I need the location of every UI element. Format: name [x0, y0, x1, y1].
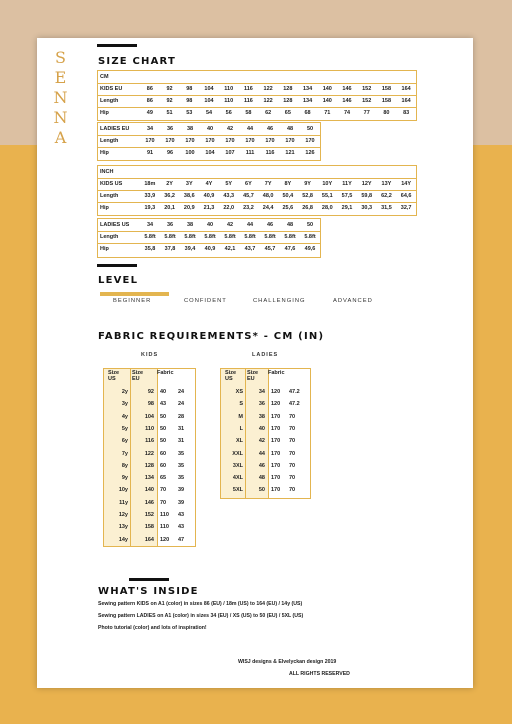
row-label: INCH	[100, 169, 114, 175]
fabric-in: 31	[178, 438, 185, 445]
table-cell: 42	[226, 222, 234, 228]
table-cell: 170	[285, 138, 295, 144]
level-options	[99, 298, 389, 310]
size-eu: 110	[145, 425, 154, 432]
size-eu: 40	[258, 425, 265, 432]
column-divider	[245, 369, 246, 498]
fabric-in: 70	[289, 413, 296, 420]
table-cell: 32,7	[400, 205, 412, 211]
table-cell: 104	[204, 86, 214, 92]
size-us: 11y	[119, 499, 128, 506]
table-cell: 122	[263, 98, 273, 104]
table-row	[98, 244, 320, 255]
table-cell: 59,8	[361, 193, 373, 199]
table-cell: 48	[286, 222, 294, 228]
fabric-cm: 170	[271, 413, 281, 420]
fabric-cm: 50	[160, 413, 167, 420]
table-cell: 5.8ft	[204, 234, 216, 240]
table-row	[98, 84, 416, 95]
size-chart-rule	[97, 44, 137, 47]
row-label: Hip	[100, 205, 109, 211]
table-cell: 5Y	[225, 181, 233, 187]
table-cell: 92	[166, 98, 173, 104]
fabric-cm: 40	[160, 389, 167, 395]
table-cell: 68	[304, 110, 311, 116]
table-cell: 6Y	[245, 181, 252, 187]
table-cell: 104	[205, 150, 215, 156]
fabric-cm: 50	[160, 425, 167, 432]
table-row	[98, 72, 416, 83]
table-cell: 10Y	[322, 181, 333, 187]
table-cell: 38	[186, 126, 194, 132]
table-cell: 5.8ft	[224, 234, 236, 240]
footer-credit: WISJ designs & Elvelyckan design 2019	[238, 659, 337, 665]
table-cell: 5.8ft	[164, 234, 176, 240]
table-cell: 44	[246, 126, 254, 132]
table-cell: 54	[205, 110, 213, 116]
table-cell: 35,8	[144, 246, 156, 252]
column-divider	[157, 369, 158, 546]
table-cell: 110	[224, 98, 234, 104]
table-cell: 22,0	[223, 205, 235, 211]
fabric-cm: 120	[160, 536, 170, 543]
size-us: 14y	[118, 536, 128, 543]
fabric-cm: 110	[160, 524, 169, 531]
fabric-in: 39	[178, 487, 185, 494]
fabric-kids-table	[103, 368, 196, 547]
table-cell: 33,9	[144, 193, 156, 199]
fabric-cm: 170	[271, 487, 281, 494]
table-cell: 36	[166, 126, 174, 132]
table-cell: 53	[186, 110, 193, 116]
table-cell: 170	[225, 138, 235, 144]
fabric-in: 70	[289, 425, 296, 432]
table-cell: 45,7	[243, 193, 254, 199]
table-cell: 36,2	[164, 193, 175, 199]
fabric-cm: 170	[271, 475, 281, 482]
fabric-in: 70	[289, 487, 296, 494]
table-cell: 38,6	[183, 193, 195, 199]
table-cell: 13Y	[381, 181, 392, 187]
table-cell: 64,6	[400, 193, 412, 199]
fabric-in: 35	[178, 450, 185, 457]
table-cell: 62	[265, 110, 272, 116]
table-cell: 170	[205, 138, 215, 144]
table-cell: 134	[302, 98, 313, 104]
table-cell: 48	[286, 126, 294, 132]
level-advanced: ADVANCED	[333, 298, 373, 304]
fabric-in: 47	[178, 536, 185, 543]
inside-line: Photo tutorial (color) and lots of inspiration!	[98, 625, 207, 631]
row-label: LADIES US	[100, 222, 130, 228]
size-us: 7y	[121, 450, 128, 457]
table-cell: 146	[342, 86, 352, 92]
row-label: CM	[100, 74, 109, 80]
table-cell: 12Y	[361, 181, 372, 187]
table-cell: 5.8ft	[244, 234, 256, 240]
table-cell: 4Y	[205, 181, 213, 187]
table-cell: 126	[305, 150, 315, 156]
table-cell: 134	[302, 86, 313, 92]
table-cell: 140	[322, 86, 332, 92]
table-cell: 104	[204, 98, 214, 104]
table-cell: 45,7	[264, 246, 276, 252]
table-cell: 40,9	[204, 246, 216, 252]
table-row	[98, 191, 416, 202]
size-eu: 116	[145, 438, 154, 445]
pattern-page	[37, 38, 473, 688]
fabric-cm: 170	[271, 425, 281, 432]
column-divider	[268, 369, 269, 498]
table-cell: 74	[343, 110, 351, 116]
table-row	[98, 136, 320, 147]
table-cell: 50,4	[282, 193, 294, 199]
table-cell: 158	[381, 98, 392, 104]
table-row	[98, 220, 320, 231]
table-header: Fabric	[157, 370, 174, 376]
table-cell: 50	[306, 126, 314, 132]
table-cell: 21,3	[203, 205, 215, 211]
cm-ladies-table	[97, 122, 321, 161]
fabric-cm: 170	[271, 462, 281, 469]
table-cell: 164	[401, 98, 411, 104]
fabric-ladies-title: LADIES	[252, 352, 279, 358]
row-label: Length	[100, 98, 119, 104]
table-header: Size EU	[132, 370, 144, 382]
table-cell: 26,8	[302, 205, 313, 211]
table-cell: 128	[283, 86, 293, 92]
size-eu: 122	[144, 450, 154, 457]
fabric-cm: 60	[160, 450, 167, 457]
table-cell: 42,1	[224, 246, 236, 252]
table-cell: 86	[146, 98, 153, 104]
table-cell: 2Y	[166, 181, 173, 187]
size-us: 10y	[118, 487, 128, 494]
table-cell: 62,2	[381, 193, 392, 199]
table-cell: 14Y	[401, 181, 412, 187]
table-cell: 128	[283, 98, 293, 104]
level-title: LEVEL	[98, 275, 139, 286]
size-eu: 92	[147, 389, 154, 395]
table-row	[98, 167, 416, 178]
table-cell: 5.8ft	[264, 234, 276, 240]
table-cell: 8Y	[284, 181, 292, 187]
fabric-in: 70	[289, 462, 296, 469]
size-chart-title: SIZE CHART	[98, 56, 177, 67]
size-us: 3y	[121, 401, 128, 408]
table-cell: 38	[186, 222, 194, 228]
table-cell: 122	[263, 86, 273, 92]
table-cell: 55,1	[321, 193, 333, 199]
table-cell: 170	[265, 138, 275, 144]
table-cell: 57,5	[341, 193, 353, 199]
table-header: Size US	[225, 370, 237, 382]
size-us: 5XL	[232, 487, 243, 494]
cm-kids-table	[97, 70, 417, 121]
table-cell: 52,8	[302, 193, 313, 199]
table-cell: 49	[146, 110, 153, 116]
size-us: 13y	[118, 524, 128, 531]
size-eu: 134	[144, 475, 154, 482]
table-cell: 86	[146, 86, 153, 92]
table-cell: 158	[381, 86, 392, 92]
size-us: 9y	[121, 475, 128, 482]
fabric-in: 24	[178, 401, 185, 408]
table-cell: 39,4	[184, 246, 196, 252]
fabric-cm: 170	[271, 450, 281, 457]
whats-inside-rule	[129, 578, 169, 581]
table-cell: 48,0	[262, 193, 274, 199]
size-eu: 158	[144, 524, 154, 531]
size-eu: 38	[258, 413, 265, 420]
inside-line: Sewing pattern KIDS on A1 (color) in sizes 86 (EU) / 18m (US) to 164 (EU) / 14y (US)	[98, 601, 303, 607]
level-confident: CONFIDENT	[184, 298, 227, 304]
table-cell: 107	[225, 150, 235, 156]
table-cell: 83	[403, 110, 410, 116]
table-cell: 40	[206, 222, 214, 228]
fabric-in: 39	[178, 499, 185, 506]
size-us: 6y	[121, 438, 128, 445]
table-cell: 111	[245, 150, 255, 156]
table-cell: 80	[383, 110, 390, 116]
table-cell: 34	[146, 126, 154, 132]
fabric-in: 35	[178, 462, 185, 469]
fabric-in: 43	[178, 524, 185, 531]
table-cell: 96	[166, 150, 174, 156]
size-us: 4y	[121, 413, 128, 420]
table-cell: 49,6	[304, 246, 316, 252]
fabric-in: 47.2	[289, 401, 300, 408]
table-cell: 42	[226, 126, 234, 132]
table-cell: 23,2	[243, 205, 254, 211]
table-cell: 20,9	[183, 205, 195, 211]
table-row	[98, 179, 416, 190]
table-cell: 5.8ft	[144, 234, 156, 240]
fabric-cm: 120	[271, 389, 281, 395]
size-eu: 104	[144, 413, 154, 420]
row-label: Hip	[100, 110, 109, 116]
fabric-in: 24	[178, 389, 185, 395]
whats-inside-title: WHAT'S INSIDE	[98, 586, 199, 597]
table-cell: 11Y	[342, 181, 352, 187]
table-cell: 7Y	[264, 181, 272, 187]
table-cell: 25,6	[282, 205, 294, 211]
row-label: Hip	[100, 246, 109, 252]
table-cell: 46	[266, 222, 274, 228]
fabric-cm: 70	[160, 499, 167, 506]
table-cell: 71	[324, 110, 331, 116]
inside-line: Sewing pattern LADIES on A1 (color) in sizes 34 (EU) / XS (US) to 50 (EU) / 5XL (US)	[98, 613, 304, 619]
size-us: 5y	[121, 425, 128, 432]
table-cell: 170	[305, 138, 315, 144]
table-cell: 18m	[144, 181, 156, 187]
row-label: Length	[100, 193, 119, 199]
table-cell: 5.8ft	[184, 234, 196, 240]
size-eu: 36	[258, 401, 265, 408]
fabric-cm: 120	[271, 401, 281, 408]
table-row	[98, 96, 416, 107]
fabric-in: 70	[289, 438, 296, 445]
table-cell: 98	[186, 86, 193, 92]
level-beginner: BEGINNER	[113, 298, 152, 304]
table-row	[98, 203, 416, 214]
table-cell: 65	[284, 110, 291, 116]
table-cell: 58	[245, 110, 252, 116]
brand-logo: SENNA	[51, 48, 70, 148]
table-cell: 56	[225, 110, 232, 116]
table-cell: 9Y	[304, 181, 311, 187]
fabric-cm: 60	[160, 462, 167, 469]
size-us: L	[239, 425, 243, 432]
level-rule	[97, 264, 137, 267]
table-cell: 43,3	[223, 193, 235, 199]
row-label: Hip	[100, 150, 109, 156]
size-eu: 146	[144, 499, 154, 506]
level-challenging: CHALLENGING	[253, 298, 306, 304]
fabric-cm: 50	[160, 438, 167, 445]
table-cell: 170	[185, 138, 195, 144]
table-cell: 19,3	[144, 205, 156, 211]
table-row	[98, 148, 320, 159]
footer-rights: ALL RIGHTS RESERVED	[289, 671, 350, 677]
table-cell: 164	[401, 86, 411, 92]
table-cell: 31,5	[381, 205, 392, 211]
table-header: Size EU	[247, 370, 259, 382]
table-cell: 40	[206, 126, 214, 132]
table-cell: 146	[342, 98, 352, 104]
size-us: M	[238, 413, 243, 420]
table-cell: 170	[145, 138, 155, 144]
table-cell: 20,1	[164, 205, 175, 211]
table-cell: 37,8	[164, 246, 176, 252]
size-eu: 44	[258, 450, 265, 457]
table-cell: 91	[146, 150, 154, 156]
table-cell: 98	[186, 98, 193, 104]
fabric-in: 28	[178, 413, 185, 420]
fabric-cm: 43	[160, 401, 167, 408]
table-header: Size US	[108, 370, 120, 382]
table-cell: 34	[146, 222, 154, 228]
table-cell: 47,6	[284, 246, 296, 252]
size-us: 4XL	[232, 475, 243, 482]
fabric-cm: 70	[160, 487, 167, 494]
fabric-kids-title: KIDS	[141, 352, 159, 358]
size-eu: 140	[144, 487, 154, 494]
size-eu: 98	[147, 401, 154, 408]
table-cell: 28,0	[321, 205, 333, 211]
table-cell: 24,4	[262, 205, 274, 211]
inch-kids-table	[97, 165, 417, 216]
table-cell: 29,1	[341, 205, 353, 211]
fabric-in: 43	[178, 512, 185, 518]
row-label: KIDS EU	[100, 86, 123, 92]
table-cell: 51	[166, 110, 173, 116]
fabric-in: 70	[289, 475, 296, 482]
size-eu: 46	[258, 462, 265, 469]
table-cell: 121	[285, 150, 295, 156]
table-cell: 92	[166, 86, 173, 92]
fabric-in: 47.2	[289, 389, 300, 395]
size-us: S	[239, 401, 243, 408]
inch-ladies-table	[97, 218, 321, 258]
table-cell: 5.8ft	[304, 234, 316, 240]
column-divider	[130, 369, 131, 546]
table-header: Fabric	[268, 370, 285, 376]
table-cell: 46	[266, 126, 274, 132]
table-cell: 36	[166, 222, 174, 228]
fabric-cm: 170	[271, 438, 281, 445]
table-cell: 43,7	[244, 246, 256, 252]
size-us: XS	[235, 389, 243, 395]
size-eu: 42	[258, 438, 265, 445]
row-label: KIDS US	[100, 181, 123, 187]
table-cell: 40,9	[203, 193, 215, 199]
table-cell: 116	[243, 86, 253, 92]
fabric-in: 70	[289, 450, 296, 457]
table-cell: 170	[165, 138, 175, 144]
size-us: XXL	[232, 450, 243, 457]
table-cell: 116	[243, 98, 253, 104]
size-eu: 34	[258, 389, 265, 395]
size-us: 2y	[121, 389, 128, 395]
size-us: 12y	[118, 512, 128, 518]
table-cell: 140	[322, 98, 332, 104]
table-row	[98, 124, 320, 135]
level-indicator-bar	[100, 292, 169, 296]
size-eu: 50	[258, 487, 265, 494]
size-us: 8y	[121, 462, 128, 469]
table-cell: 170	[245, 138, 255, 144]
fabric-title: FABRIC REQUIREMENTS* - CM (IN)	[98, 331, 325, 342]
size-eu: 48	[258, 475, 265, 482]
fabric-cm: 110	[160, 512, 169, 518]
table-cell: 30,3	[361, 205, 373, 211]
fabric-in: 31	[178, 425, 185, 432]
fabric-in: 35	[178, 475, 185, 482]
size-eu: 152	[144, 512, 154, 518]
fabric-cm: 65	[160, 475, 167, 482]
table-cell: 44	[246, 222, 254, 228]
table-cell: 116	[265, 150, 275, 156]
row-label: LADIES EU	[100, 126, 130, 132]
table-cell: 152	[362, 98, 372, 104]
size-us: XL	[235, 438, 243, 445]
table-row	[98, 108, 416, 119]
table-cell: 3Y	[185, 181, 193, 187]
table-cell: 152	[362, 86, 372, 92]
size-eu: 164	[144, 536, 154, 543]
row-label: Length	[100, 234, 119, 240]
table-row	[98, 232, 320, 243]
table-cell: 110	[224, 86, 234, 92]
row-label: Length	[100, 138, 119, 144]
fabric-ladies-table	[220, 368, 311, 499]
table-cell: 50	[306, 222, 314, 228]
size-us: 3XL	[232, 462, 243, 469]
size-eu: 128	[144, 462, 154, 469]
table-cell: 5.8ft	[284, 234, 296, 240]
table-cell: 77	[363, 110, 370, 116]
table-cell: 100	[185, 150, 195, 156]
